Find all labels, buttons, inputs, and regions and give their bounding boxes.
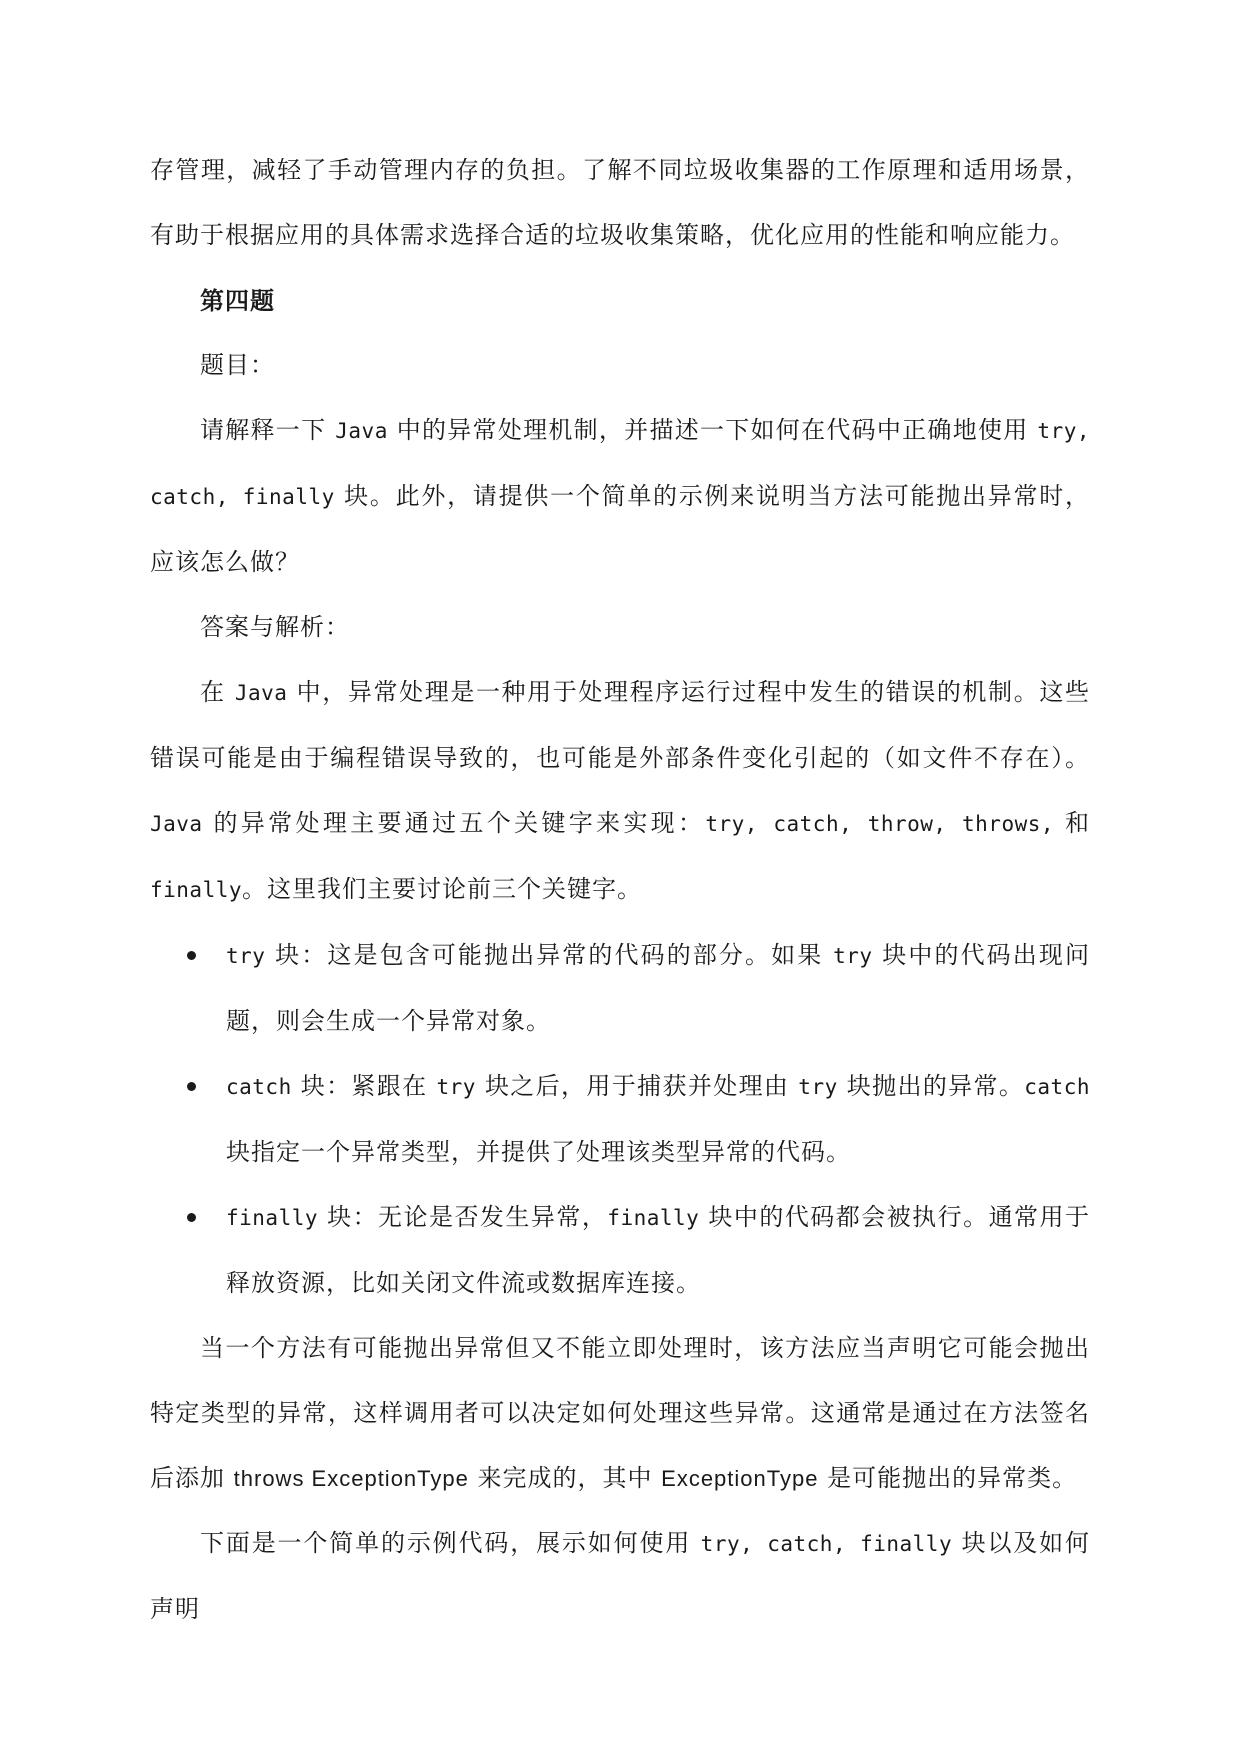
intro-text: 。这里我们主要讨论前三个关键字。 — [242, 875, 643, 903]
code-keyword: try — [833, 944, 873, 968]
list-item-text: 块之后，用于捕获并处理由 — [475, 1072, 799, 1100]
question-text: 块。此外，请提供一个简单的示例来说明当方法可能抛出异常时，应该怎么做？ — [150, 482, 1090, 576]
section-heading — [150, 268, 1090, 333]
list-item — [150, 1054, 1090, 1185]
code-keyword: finally — [150, 878, 243, 902]
code-keywords: try, catch, finally — [150, 419, 1090, 509]
code-keyword: try — [436, 1075, 476, 1099]
throws-paragraph — [150, 1316, 1090, 1511]
heading-text: 第四题 — [200, 286, 275, 315]
example-text: 块以及如何声明 — [150, 1529, 1090, 1623]
code-keyword: finally — [607, 1206, 700, 1230]
code-keywords: try, catch, finally — [700, 1532, 953, 1556]
code-keyword: catch — [226, 1075, 292, 1099]
code-keyword: finally — [226, 1206, 319, 1230]
java-keyword: Java — [234, 681, 288, 705]
list-item-text: 块中的代码都会被执行。通常用于释放资源，比如关闭文件流或数据库连接。 — [226, 1203, 1090, 1297]
intro-text: 在 — [200, 678, 235, 706]
list-item — [150, 1185, 1090, 1316]
intro-text: 中，异常处理是一种用于处理程序运行过程中发生的错误的机制。这些错误可能是由于编程错误导致的，也可能是外部条件变化引起的（如文件不存在）。 — [150, 678, 1090, 772]
keyword-bullet-list — [150, 923, 1090, 1316]
intro-text: 和 — [1054, 809, 1090, 837]
paragraph-gc-summary — [150, 138, 1090, 268]
list-item-text: 块抛出的异常。 — [837, 1072, 1025, 1100]
document-body — [150, 138, 1090, 1642]
example-text: 下面是一个简单的示例代码，展示如何使用 — [200, 1529, 701, 1557]
intro-text: 的异常处理主要通过五个关键字来实现： — [202, 809, 706, 837]
paragraph-text: 存管理，减轻了手动管理内存的负担。了解不同垃圾收集器的工作原理和适用场景，有助于根据应用的具体需求选择合适的垃圾收集策略，优化应用的性能和响应能力。 — [150, 156, 1090, 249]
answer-label — [150, 595, 1090, 660]
throws-text: 是可能抛出的异常类。 — [818, 1464, 1078, 1492]
question-text: 请解释一下 — [200, 416, 336, 444]
code-keyword: try — [226, 944, 266, 968]
example-paragraph — [150, 1511, 1090, 1642]
list-item-text: 块：无论是否发生异常， — [318, 1203, 608, 1231]
question-label — [150, 333, 1090, 398]
question-text: 中的异常处理机制，并描述一下如何在代码中正确地使用 — [387, 416, 1038, 444]
question-label-text: 题目： — [200, 351, 275, 379]
list-item-text: 块：紧跟在 — [291, 1072, 437, 1100]
throws-text: 当一个方法有可能抛出异常但又不能立即处理时，该方法应当声明它可能会抛出特定类型的异常，这样调用者可以决定如何处理这些异常。这通常是通过在方法签名后添加 — [150, 1334, 1090, 1492]
bullet-dot-icon — [187, 951, 196, 960]
bullet-dot-icon — [187, 1082, 196, 1091]
answer-label-text: 答案与解析： — [200, 613, 350, 641]
code-keywords: try, catch, throw, throws, — [705, 812, 1055, 836]
code-keyword: throws ExceptionType — [233, 1466, 469, 1491]
intro-paragraph — [150, 660, 1090, 923]
question-paragraph — [150, 398, 1090, 595]
code-keyword: try — [798, 1075, 838, 1099]
throws-text: 来完成的，其中 — [468, 1464, 662, 1492]
list-item — [150, 923, 1090, 1054]
code-keyword: ExceptionType — [661, 1466, 819, 1491]
list-item-text: 块：这是包含可能抛出异常的代码的部分。如果 — [265, 941, 834, 969]
code-keyword: catch — [1024, 1075, 1090, 1099]
list-item-text: 块指定一个异常类型，并提供了处理该类型异常的代码。 — [226, 1138, 851, 1166]
java-keyword: Java — [335, 419, 388, 443]
bullet-dot-icon — [187, 1213, 196, 1222]
list-item-text: 块中的代码出现问题，则会生成一个异常对象。 — [226, 941, 1090, 1035]
java-keyword: Java — [150, 812, 203, 836]
